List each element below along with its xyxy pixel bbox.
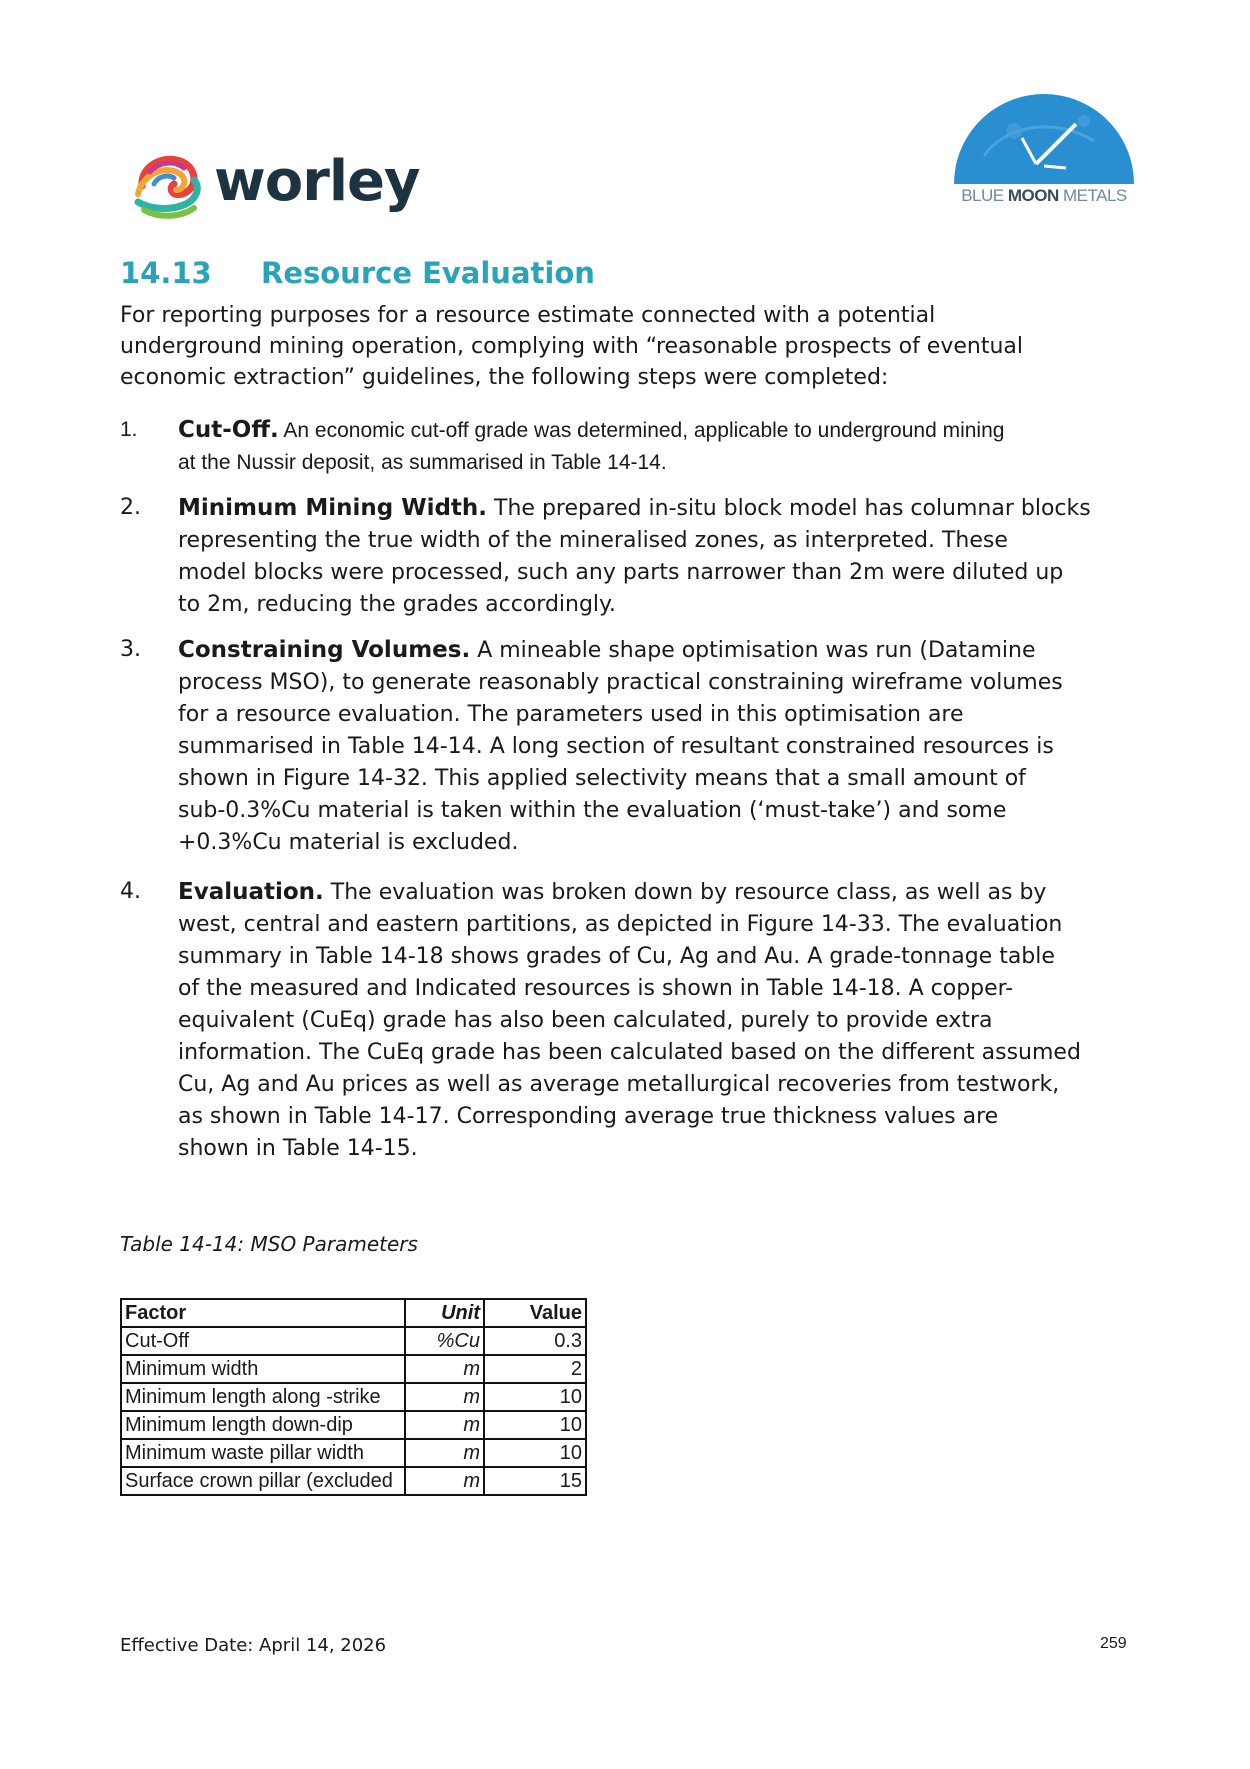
table-row xyxy=(121,1439,586,1467)
cell-value: 10 xyxy=(484,1411,586,1439)
step-number: 4. xyxy=(120,879,141,904)
step-text: to 2m, reducing the grades accordingly. xyxy=(178,592,616,617)
table-caption: Table 14-14: MSO Parameters xyxy=(120,1232,418,1256)
step-text: A mineable shape optimisation was run (Datamine xyxy=(477,638,1036,663)
step-text: information. The CuEq grade has been calculated based on the different assumed xyxy=(178,1040,1081,1065)
cell-unit: m xyxy=(405,1383,484,1411)
step-text: summary in Table 14-18 shows grades of Cu, Ag and Au. A grade-tonnage table xyxy=(178,944,1055,969)
step-title: Minimum Mining Width. xyxy=(178,495,488,521)
step-title: Evaluation. xyxy=(178,879,324,905)
cell-factor: Minimum length along -strike xyxy=(121,1383,405,1411)
step-text: representing the true width of the mineralised zones, as interpreted. These xyxy=(178,528,1008,553)
step-title: Constraining Volumes. xyxy=(178,637,471,663)
blue-moon-logo-icon xyxy=(944,86,1144,186)
step-text: +0.3%Cu material is excluded. xyxy=(178,830,519,855)
cell-unit: m xyxy=(405,1467,484,1495)
step-text: summarised in Table 14-14. A long section of resultant constrained resources is xyxy=(178,734,1054,759)
step-text: sub-0.3%Cu material is taken within the evaluation (‘must-take’) and some xyxy=(178,798,1007,823)
step-text: The evaluation was broken down by resource class, as well as by xyxy=(330,880,1047,905)
intro-line: economic extraction” guidelines, the following steps were completed: xyxy=(120,365,889,390)
step-number: 3. xyxy=(120,637,141,662)
table-row xyxy=(121,1355,586,1383)
step-number: 1. xyxy=(120,418,138,441)
column-header-unit: Unit xyxy=(405,1299,484,1327)
step-item xyxy=(120,876,1130,1165)
intro-paragraph xyxy=(120,300,1120,393)
table-row xyxy=(121,1383,586,1411)
table-row xyxy=(121,1411,586,1439)
step-text: at the Nussir deposit, as summarised in Table 14-14. xyxy=(178,451,667,474)
step-text: west, central and eastern partitions, as depicted in Figure 14-33. The evaluation xyxy=(178,912,1063,937)
worley-logo xyxy=(128,140,458,224)
table-row xyxy=(121,1327,586,1355)
step-text: The prepared in-situ block model has columnar blocks xyxy=(494,496,1091,521)
page-number: 259 xyxy=(1100,1635,1127,1652)
step-item xyxy=(120,634,1130,859)
cell-factor: Cut-Off xyxy=(121,1327,405,1355)
step-text: for a resource evaluation. The parameters used in this optimisation are xyxy=(178,702,964,727)
cell-factor: Minimum width xyxy=(121,1355,405,1383)
cell-value: 10 xyxy=(484,1439,586,1467)
column-header-value: Value xyxy=(484,1299,586,1327)
step-text: An economic cut-off grade was determined, applicable to underground mining xyxy=(283,419,1005,442)
step-title: Cut-Off. xyxy=(178,417,279,443)
step-text: Cu, Ag and Au prices as well as average metallurgical recoveries from testwork, xyxy=(178,1072,1060,1097)
step-number: 2. xyxy=(120,495,141,520)
cell-unit: m xyxy=(405,1411,484,1439)
table-row xyxy=(121,1467,586,1495)
cell-value: 10 xyxy=(484,1383,586,1411)
cell-unit: m xyxy=(405,1439,484,1467)
blue-moon-logo-text: BLUE MOON METALS xyxy=(961,186,1127,205)
blue-moon-metals-logo xyxy=(944,86,1144,216)
cell-factor: Surface crown pillar (excluded xyxy=(121,1467,405,1495)
table-header-row xyxy=(121,1299,586,1327)
cell-factor: Minimum length down-dip xyxy=(121,1411,405,1439)
cell-value: 2 xyxy=(484,1355,586,1383)
section-title: Resource Evaluation xyxy=(261,256,595,290)
worley-logo-text: worley xyxy=(214,149,420,214)
step-text: equivalent (CuEq) grade has also been calculated, purely to provide extra xyxy=(178,1008,993,1033)
step-item xyxy=(120,414,1130,479)
step-text: as shown in Table 14-17. Corresponding average true thickness values are xyxy=(178,1104,999,1129)
section-heading xyxy=(120,256,595,290)
cell-factor: Minimum waste pillar width xyxy=(121,1439,405,1467)
intro-line: underground mining operation, complying with “reasonable prospects of eventual xyxy=(120,334,1023,359)
section-number: 14.13 xyxy=(120,256,212,290)
step-item xyxy=(120,492,1130,621)
column-header-factor: Factor xyxy=(121,1299,405,1327)
mso-parameters-table xyxy=(120,1298,587,1496)
step-text: process MSO), to generate reasonably practical constraining wireframe volumes xyxy=(178,670,1063,695)
cell-unit: %Cu xyxy=(405,1327,484,1355)
worley-swirl-logo-icon xyxy=(128,142,208,222)
step-text: shown in Figure 14-32. This applied selectivity means that a small amount of xyxy=(178,766,1026,791)
step-text: model blocks were processed, such any parts narrower than 2m were diluted up xyxy=(178,560,1064,585)
step-text: shown in Table 14-15. xyxy=(178,1136,418,1161)
cell-unit: m xyxy=(405,1355,484,1383)
intro-line: For reporting purposes for a resource estimate connected with a potential xyxy=(120,303,936,328)
effective-date: Effective Date: April 14, 2026 xyxy=(120,1635,387,1656)
step-text: of the measured and Indicated resources is shown in Table 14-18. A copper- xyxy=(178,976,1014,1001)
cell-value: 15 xyxy=(484,1467,586,1495)
cell-value: 0.3 xyxy=(484,1327,586,1355)
